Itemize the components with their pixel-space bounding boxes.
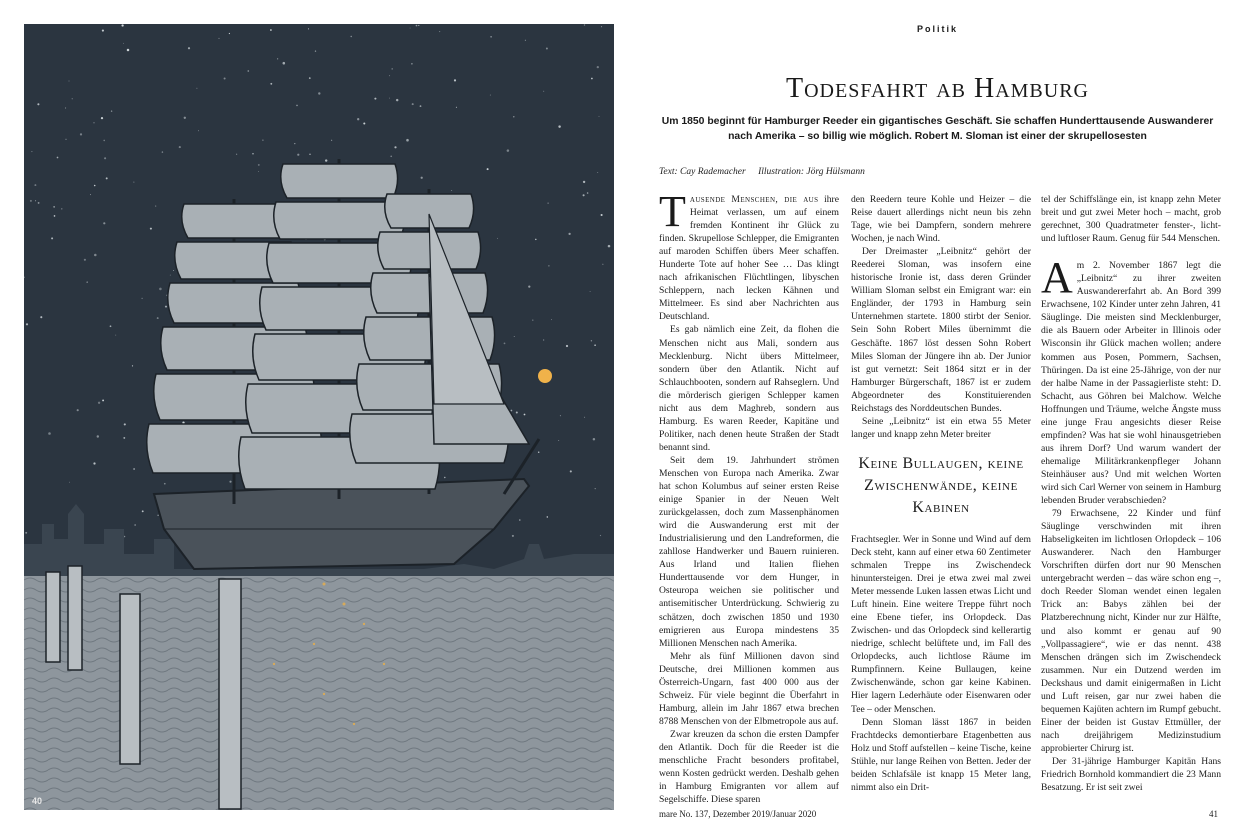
magazine-footer: mare No. 137, Dezember 2019/Januar 2020 — [659, 809, 817, 819]
moon — [538, 369, 552, 383]
ship-illustration — [24, 24, 614, 810]
paragraph: Der Dreimaster „Leibnitz“ gehört der Reederei Sloman, was insofern eine historische Ironie ist, dass deren Gründer William Sloman selbst ein Emigrant war: ein Engländer, der 1793 in Hamburg sein Unternehmen startete. 1800 stirbt der Senior. Sein Sohn Robert Miles übernimmt die Geschäfte. 1867 löst dessen Sohn Robert Miles Sloman der Jüngere ihn ab. Der Junior ist gut vernetzt: Seit 1864 sitzt er in der Hamburger Bürgerschaft, 1867 ist er zudem Abgeordneter des Konstituierenden Reichstags des Norddeutschen Bundes. — [851, 246, 1031, 414]
sail — [182, 204, 287, 238]
section-label: Politik — [916, 24, 958, 34]
ship-at-night-image — [24, 24, 614, 810]
paragraph-text: m 2. November 1867 legt die „Leibnitz“ zu ihrer zweiten Auswandererfahrt ab. An Bord 399 Erwachsene, 102 Kinder unter zehn Jahren, 41 Säuglinge. Die meisten sind Mecklenburger, die als Bauern oder Arbeiter in Illinois oder Wisconsin ihr Glück machen wollen; andere kommen aus Posen, Pommern, Sachsen, Thüringen. Da ist eine 25-Jährige, von der nur der halbe Name in der Passagierliste steht: D. Schacht, aus Göhren bei Malchow. Welche Hoffnungen und Träume, welche Ängste muss eine junge Frau angesichts dieser Reise empfinden? Was hat sie wohl hinausgetrieben aus ihrem Dorf? Und warum wandert der ehemalige Militärkrankenpfleger Johann Steinhäuser aus? Und mit welchen Worten wird sich Carl Werner von seinem in Hamburg lebenden Bruder verabschieden? — [1041, 260, 1221, 507]
drop-cap: T — [659, 187, 686, 236]
article-column-2 — [851, 193, 1031, 794]
paragraph-text: ihre Heimat verlassen, um auf einem fremden Kontinent ihr Glück zu finden. Skrupellose Schlepper, die Emigranten auf maroden Schiffen übers Meer schaffen. Hunderte Tote auf hoher See … Das klingt nach afrikanischen Flüchtlingen, libyschen Schleppern, nach lecken Kähnen und Mittelmeer. Es sind aber Nachrichten aus Deutschland. — [659, 194, 839, 323]
paragraph: Frachtsegler. Wer in Sonne und Wind auf dem Deck steht, kann auf einer etwa 60 Zentimeter schmalen Treppe ins Zwischendeck hinuntersteigen. Drei je etwa zwei mal zwei Meter messende Luken lassen etwas Licht und Luft hinein. Eine weitere Treppe führt noch eine Ebene tiefer, ins Orlopdeck. Das Zwischen- und das Orlopdeck sind kellerartig niedrige, schlecht belüftete und, im Fall des Orlopdecks, auch lichtlose Räume im Rumpfinnern. Keine Bullaugen, keine Zwischenwände, schon gar keine Kabinen. Hier lagern Lederhäute oder Eisenwaren oder Tee – oder Menschen. — [851, 533, 1031, 715]
byline-illustrator: Illustration: Jörg Hülsmann — [758, 167, 865, 177]
page-number-left: 40 — [32, 796, 43, 806]
paragraph: tel der Schiffslänge ein, ist knapp zehn Meter breit und gut zwei Meter hoch – macht, grob gerechnet, 300 Quadratmeter fenster-, licht- und luftloser Raum. Genug für 544 Menschen. — [1041, 194, 1221, 245]
article-deck: Um 1850 beginnt für Hamburger Reeder ein gigantisches Geschäft. Sie schaffen Hunderttausende Auswanderer nach Amerika – so billig wie möglich. Robert M. Sloman ist einer der skrupellosesten — [661, 116, 1214, 142]
article-column-3 — [1041, 193, 1221, 794]
paragraph: Es gab nämlich eine Zeit, da flohen die Menschen nicht aus Mali, sondern aus Mecklenburg. Nicht übers Mittelmeer, sondern über den Atlantik. Nicht auf Schlauchbooten, sondern auf Rahseglern. Und die mörderisch gierigen Schlepper kamen nicht aus dem Maghreb, sondern aus Hamburg. Es waren Reeder, Kapitäne und Politiker, nach denen heute Straßen der Stadt benannt sind. — [659, 324, 839, 453]
paragraph: 79 Erwachsene, 22 Kinder und fünf Säuglinge verschwinden mit ihren Habseligkeiten im lichtlosen Orlopdeck – 106 Auswanderer. Nach den Hamburger Vorschriften dürfen dort nur 90 Menschen untergebracht werden – das wäre schon eng –, doch Reeder Sloman wendet einen legalen Trick an: Babys zählen bei der Platzberechnung nicht, Kinder nur zur Hälfte, und also kommt er genau auf 90 „Vollpassagiere“, wie er das nennt. 438 Menschen drängen sich im Zwischendeck zusammen. Nur ein Dutzend werden im Deckshaus und damit einigermaßen in Licht und Luft reisen, gar nur zwei haben die bequemen Kajüten achtern im Rumpf gebucht. Einer der beiden ist Gustav Ettmüller, der nach dreijährigem Medizinstudium approbierter Chirurg ist. — [1041, 508, 1221, 754]
paragraph — [659, 187, 839, 323]
paragraph: Seit dem 19. Jahrhundert strömen Menschen von Europa nach Amerika. Zwar hat schon Kolumbus auf seiner ersten Reise einige Spanier in der Neuen Welt zurückgelassen, doch zum Massenphänomen wird die Auswanderung erst mit der Industrialisierung und den Landreformen, die zahllose Handwerker und Bauern ruinieren. Aus Irland und Italien fliehen Hunderttausende vor dem Hunger, in Osteuropa weichen sie politischer und antisemitischer Unterdrückung. Schwierig zu schätzen, doch zwischen 1850 und 1930 emigrieren aus Europa mindestens 35 Millionen Menschen nach Amerika. — [659, 454, 839, 649]
sail — [281, 164, 398, 198]
article-headline: Todesfahrt ab Hamburg — [785, 73, 1089, 104]
page-number-right: 41 — [1209, 809, 1218, 819]
drop-cap: A — [1041, 253, 1073, 303]
paragraph: den Reedern teure Kohle und Heizer – die Reise dauert allerdings nicht neun bis zehn Tage, wie bei Dampfern, sondern mehrere Wochen, je nach Wind. — [851, 194, 1031, 245]
byline — [659, 167, 875, 177]
article-column-1 — [659, 187, 839, 806]
right-page — [625, 0, 1250, 834]
subheading: Keine Bullaugen, keine Zwischenwände, keine Kabinen — [858, 454, 1024, 516]
byline-author: Text: Cay Rademacher — [659, 167, 746, 177]
paragraph: Der 31-jährige Hamburger Kapitän Hans Friedrich Bornhold kommandiert die 23 Mann Besatzung. Er ist seit zwei — [1041, 755, 1221, 794]
lead-in: ausende Menschen, die aus — [689, 194, 819, 205]
paragraph: Zwar kreuzen da schon die ersten Dampfer den Atlantik. Doch für die Reeder ist die menschliche Fracht besonders profitabel, wenn Kosten gedrückt werden. Deshalb gehen in Hamburg Emigranten vor allem auf Segelschiffe. Diese sparen — [659, 728, 839, 806]
paragraph: Denn Sloman lässt 1867 in beiden Frachtdecks demontierbare Etagenbetten aus Holz und Stoff aufstellen – keine Tische, keine Stühle, nur lange Reihen von Betten. Jeder der beiden Schlafsäle ist knapp 15 Meter lang, nimmt also ein Drit- — [851, 716, 1031, 793]
paragraph: Mehr als fünf Millionen davon sind Deutsche, drei Millionen kommen aus Österreich-Ungarn, fast 400 000 aus der Schweiz. Für viele beginnt die Überfahrt in Hamburg, allein im Jahr 1867 etwa brechen 8788 Menschen von der Elbmetropole aus auf. — [659, 650, 839, 727]
paragraph — [1041, 253, 1221, 507]
paragraph: Seine „Leibnitz“ ist ein etwa 55 Meter langer und knapp zehn Meter breiter — [851, 415, 1031, 440]
